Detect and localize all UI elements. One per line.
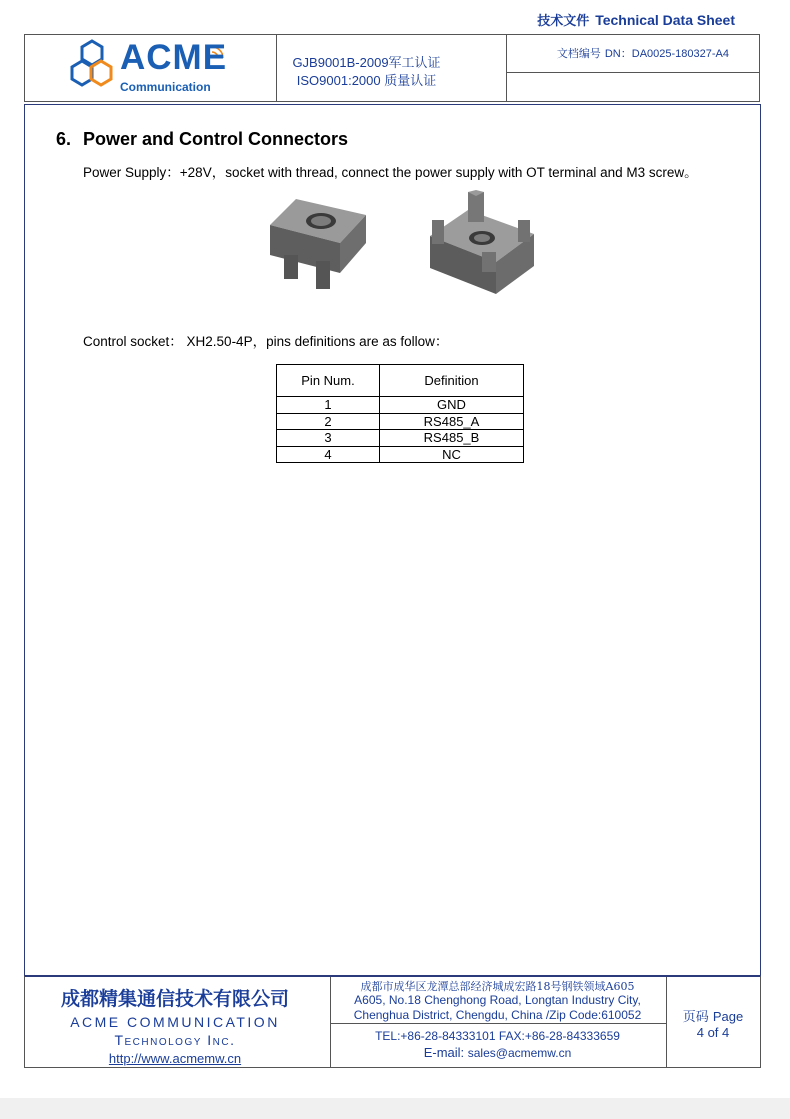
logo-subtitle: Communication bbox=[120, 80, 211, 94]
document-number bbox=[482, 45, 729, 61]
page-label-cn: 页码 bbox=[682, 1010, 709, 1025]
viewer-bottom-bar bbox=[0, 1098, 790, 1119]
company-website-link[interactable]: http://www.acmemw.cn bbox=[108, 1051, 242, 1066]
table-row bbox=[277, 413, 524, 430]
pin-definition-cell: GND bbox=[380, 397, 524, 414]
page-number bbox=[666, 1006, 760, 1040]
logo-wordmark: ACME bbox=[120, 38, 228, 77]
pin-definition-cell: NC bbox=[380, 446, 524, 463]
section-title: Power and Control Connectors bbox=[83, 129, 349, 149]
control-socket-text: Control socket： XH2.50-4P，pins definitions are as follow： bbox=[83, 334, 449, 349]
column-header: Pin Num. bbox=[277, 365, 380, 397]
document-type bbox=[482, 10, 735, 29]
company-name-en: ACME COMMUNICATION bbox=[70, 1014, 280, 1030]
pin-number-cell: 1 bbox=[277, 397, 380, 414]
table-row bbox=[277, 446, 524, 463]
certification-line: ISO9001:2000 质量认证 bbox=[296, 73, 437, 88]
page-label-en: Page bbox=[712, 1009, 744, 1024]
document-number-value: DN：DA0025-180327-A4 bbox=[604, 48, 729, 60]
email-link[interactable]: sales@acmemw.cn bbox=[467, 1046, 572, 1060]
pin-definition-cell: RS485_B bbox=[380, 430, 524, 447]
certification-line: GJB9001B-2009军工认证 bbox=[292, 55, 441, 70]
document-type-cn: 技术文件 bbox=[537, 14, 590, 29]
page-count: 4 of 4 bbox=[696, 1025, 730, 1040]
document-type-en: Technical Data Sheet bbox=[595, 12, 735, 28]
content-frame bbox=[24, 104, 761, 976]
table-row bbox=[277, 397, 524, 414]
address-en: Chenghua District, Chengdu, China /Zip Code:610052 bbox=[353, 1008, 642, 1022]
pin-number-cell: 2 bbox=[277, 413, 380, 430]
table-row bbox=[277, 430, 524, 447]
column-header: Definition bbox=[380, 365, 524, 397]
footer-divider bbox=[330, 1023, 666, 1024]
document-number-label: 文档编号 bbox=[556, 47, 601, 60]
section-heading bbox=[56, 129, 348, 150]
pin-definition-table bbox=[276, 364, 524, 463]
company-name-cn: 成都精集通信技术有限公司 bbox=[60, 988, 289, 1010]
email-label: E-mail: bbox=[423, 1045, 468, 1060]
table-header-row bbox=[277, 365, 524, 397]
address-cn: 成都市成华区龙潭总部经济城成宏路18号钢铁领域A605 bbox=[360, 980, 635, 993]
pin-number-cell: 4 bbox=[277, 446, 380, 463]
power-socket-image bbox=[424, 190, 538, 296]
pin-number-cell: 3 bbox=[277, 430, 380, 447]
tel-fax: TEL:+86-28-84333101 FAX:+86-28-84333659 bbox=[375, 1029, 620, 1043]
power-socket-image bbox=[266, 195, 372, 295]
header-divider bbox=[506, 72, 760, 73]
company-name-en: Technology Inc. bbox=[114, 1032, 236, 1048]
pin-definition-cell: RS485_A bbox=[380, 413, 524, 430]
address-en: A605, No.18 Chenghong Road, Longtan Industry City, bbox=[354, 993, 641, 1007]
email-line bbox=[330, 1045, 665, 1060]
section-number: 6. bbox=[56, 129, 72, 149]
power-supply-text: Power Supply：+28V，socket with thread, connect the power supply with OT terminal and M3 screw。 bbox=[83, 165, 698, 180]
